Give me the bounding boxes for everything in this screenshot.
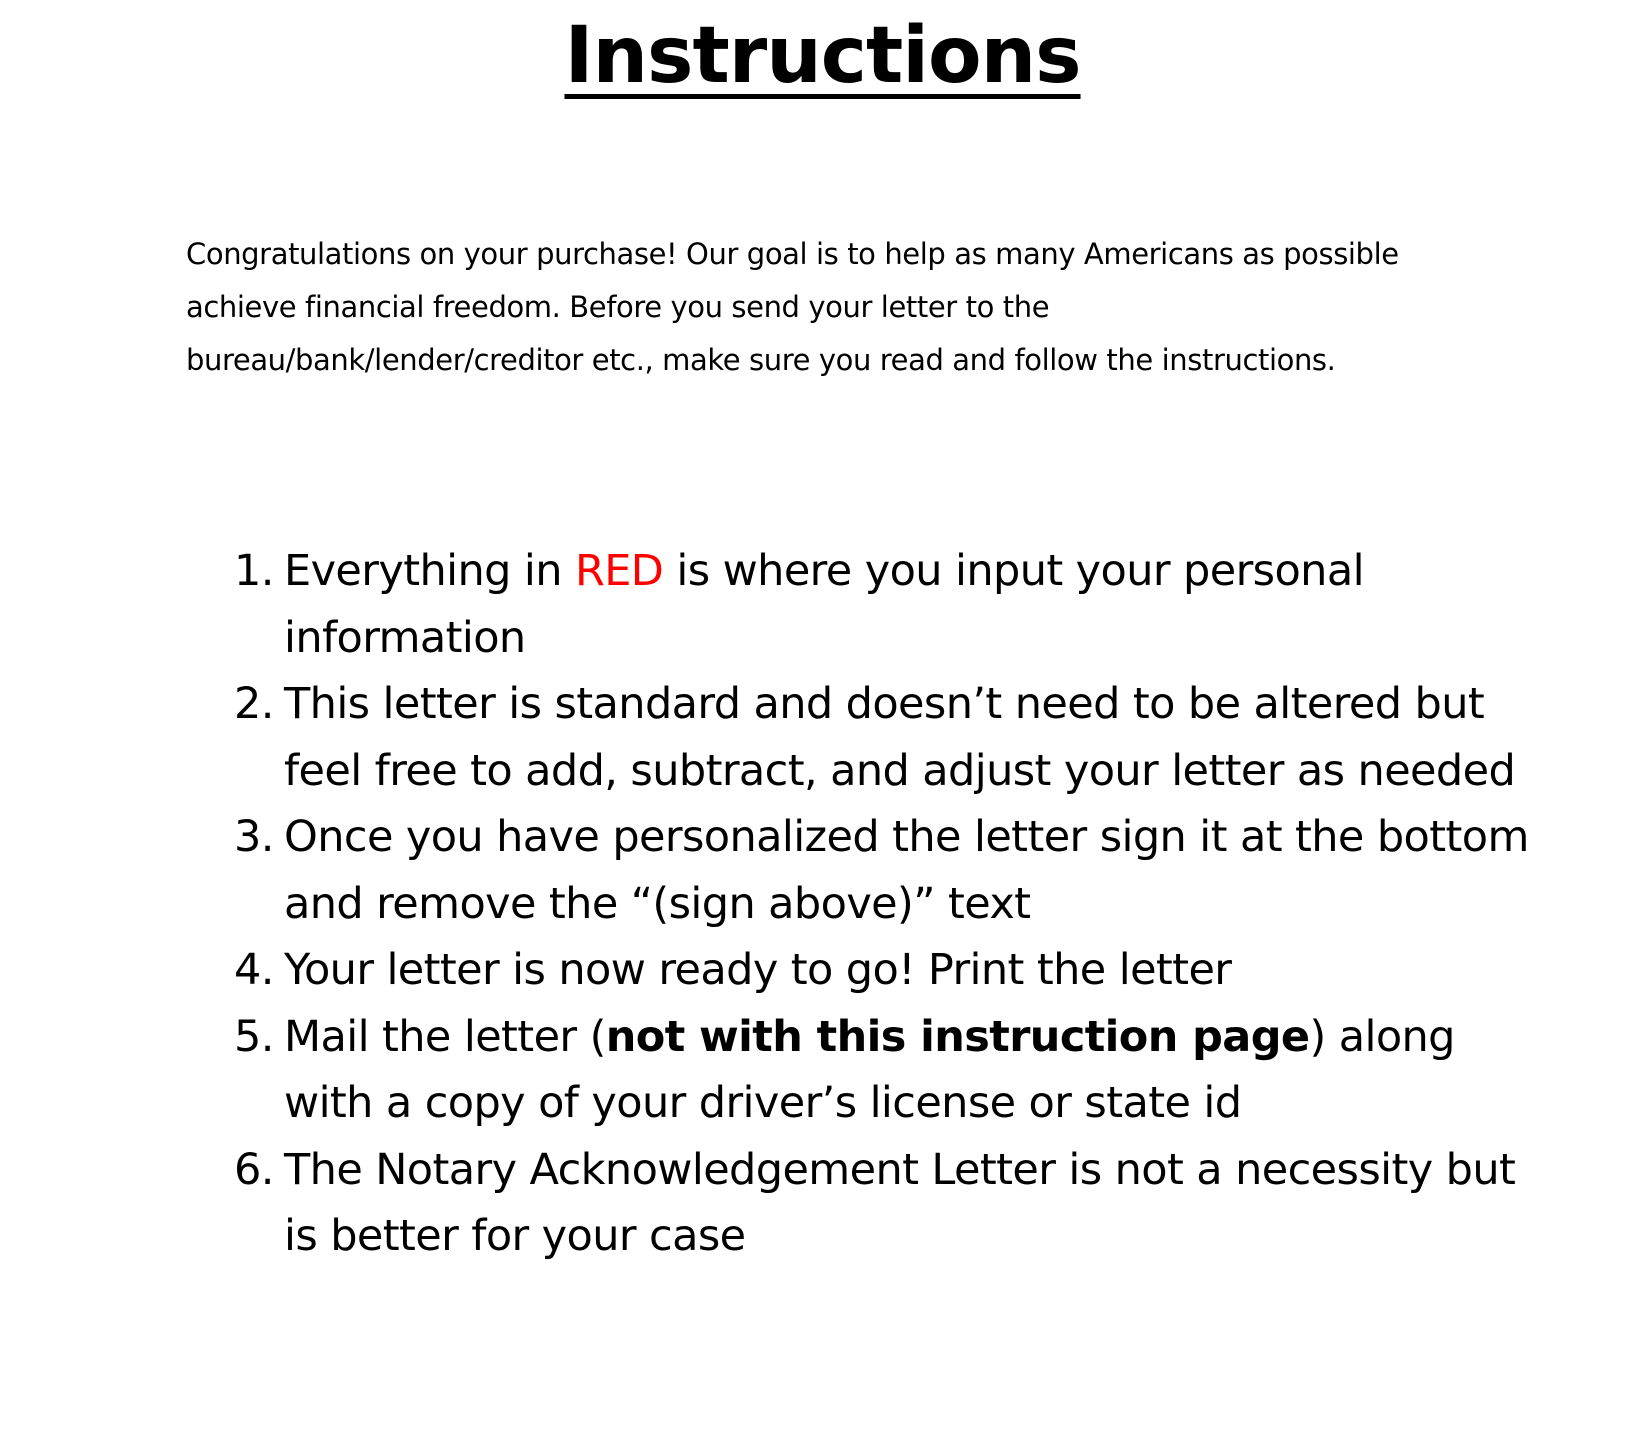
bold-emphasis: not with this instruction page [605,1011,1310,1062]
instruction-step-1 [234,538,1534,671]
step-3-text: Once you have personalized the letter sign it at the bottom and remove the “(sign above)” text [284,812,1529,929]
red-highlight-word: RED [574,546,664,596]
step-number: 5. [234,1011,274,1062]
step-number: 2. [234,679,274,729]
step-5-text-start: Mail the letter ( [284,1011,606,1062]
instruction-list [234,538,1534,1270]
step-number: 1. [234,546,274,596]
step-6-text: The Notary Acknowledgement Letter is not a necessity but is better for your case [284,1144,1516,1261]
page-title-text: Instructions [564,11,1081,101]
step-4-text: Your letter is now ready to go! Print the letter [284,945,1232,995]
intro-paragraph: Congratulations on your purchase! Our goal is to help as many Americans as possible achieve financial freedom. Before you send your letter to the bureau/bank/lender/creditor etc., make sure you read and follow the instructions. [186,237,1399,377]
step-5-text-end: ) along with a copy of your driver’s license or state id [284,1011,1455,1128]
instruction-step-3 [234,804,1534,937]
instruction-step-2 [234,671,1534,804]
step-number: 6. [234,1144,274,1195]
step-number: 4. [234,945,274,995]
step-number: 3. [234,812,274,862]
instruction-step-6 [234,1137,1534,1270]
step-1-text-start: Everything in [284,546,575,596]
instruction-step-5 [234,1004,1534,1137]
step-2-text: This letter is standard and doesn’t need to be altered but feel free to add, subtract, and adjust your letter as needed [284,679,1516,796]
page-title [0,6,1645,106]
instruction-step-4 [234,937,1534,1004]
step-1-text-end: is where you input your personal information [284,546,1364,663]
